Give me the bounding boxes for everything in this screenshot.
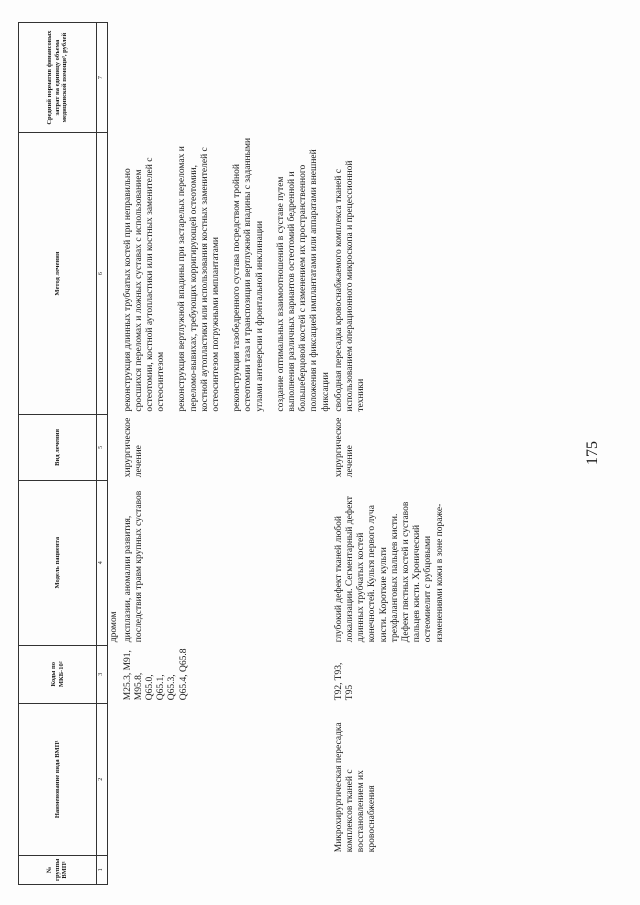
vmp-name-cell: Микрохирургическая пересадка комплексов тканей с восстановлением их кровоснабжения — [333, 722, 378, 853]
patient-model-cell: дисплазии, аномалии развития, последствия травм крупных суставов — [122, 490, 144, 643]
column-number: 1 — [97, 855, 108, 884]
table-row — [108, 23, 122, 885]
table-header-row — [19, 23, 97, 885]
icd-codes-cell: M25.3, M91, M95.8, Q65.0, Q65.1, Q65.3, Q65.4, Q65.8 — [122, 648, 189, 701]
table-row — [122, 23, 333, 885]
column-number: 3 — [97, 645, 108, 703]
header-cost-norm: Средний норматив финансовых затрат на единицу объема медицинской помощи³, рублей — [19, 23, 97, 133]
header-group-number: № группы ВМП¹ — [19, 855, 97, 884]
column-number-row — [97, 23, 108, 885]
treatment-method-cell: свободная пересадка кровоснабжаемого комплекса тканей с использованием операционного микроскопа и прецессионной техники — [333, 160, 367, 412]
header-treatment-method: Метод лечения — [19, 133, 97, 415]
column-number: 5 — [97, 415, 108, 481]
column-number: 7 — [97, 23, 108, 133]
method-paragraph: реконструкция длинных трубчатых костей при неправильно сросшихся переломах и ложных суставах с использованием остеотомии, костной аутопластики или костных заменителей с остеосинтезом — [122, 157, 167, 412]
model-continuation: дромом — [109, 611, 119, 643]
column-number: 4 — [97, 480, 108, 645]
treatment-type-cell: хирургическое лечение — [333, 417, 355, 478]
method-paragraph: создание оптимальных взаимоотношений в суставе путем выполнения различных вариантов остеотомий бедренной и большеберцовой костей с изменением их пространственного положения и фиксацией имплантатами или аппаратами внешней фиксации — [275, 149, 331, 412]
method-paragraph: реконструкция вертлужной впадины при застарелых переломах и переломо-вывихах, требующих корригирующей остеотомии, костной аутопластики или использования костных заменителей с остеосинтезом погружными имплантатами — [177, 146, 221, 412]
column-number: 2 — [97, 703, 108, 855]
header-patient-model: Модель пациента — [19, 480, 97, 645]
method-paragraph: реконструкция тазобедренного сустава посредством тройной остеотомии таза и транспозиции вертлужной впадины с заданными углами антеверсии и фронтальной инклинации — [232, 137, 265, 412]
page-number: 175 — [584, 441, 601, 465]
icd-codes-cell: T92, T93, T95 — [333, 662, 355, 701]
patient-model-cell: глубокий дефект тканей любой локализации. Сегментарный дефект длинных трубчатых костей конечностей. Культя первого луча кисти. Короткие культи трехфаланговых пальцев кисти. Дефект пястных костей и суставов пальцев кисти. Хронический остеомиелит с рубцовыми изменениями кожи в зоне пораже- — [333, 496, 445, 643]
treatment-method-cell — [122, 133, 333, 415]
table-row — [333, 23, 483, 885]
header-icd-codes: Коды по МКБ-10² — [19, 645, 97, 703]
treatment-type-cell: хирургическое лечение — [122, 417, 144, 478]
header-treatment-type: Вид лечения — [19, 415, 97, 481]
vmp-table — [18, 22, 483, 885]
header-vmp-name: Наименование вида ВМП¹ — [19, 703, 97, 855]
column-number: 6 — [97, 133, 108, 415]
